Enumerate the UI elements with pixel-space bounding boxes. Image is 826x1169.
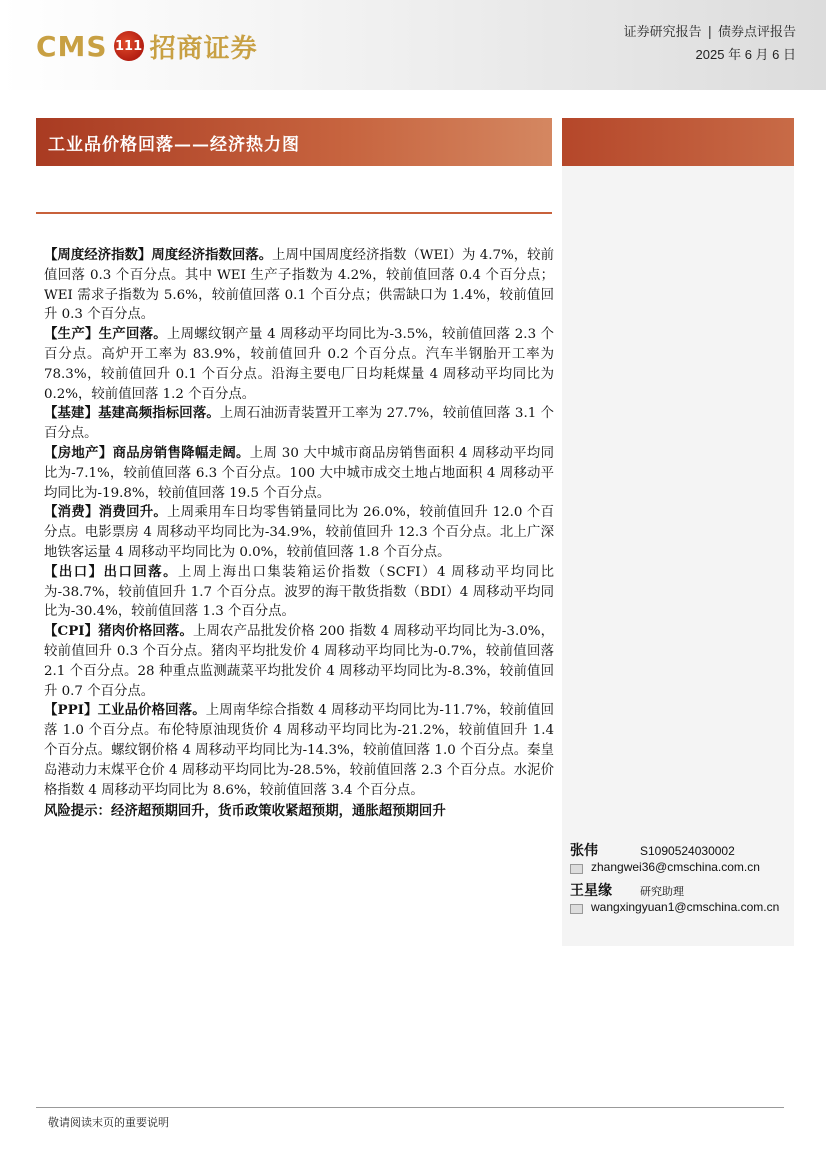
analyst-role: 研究助理 <box>640 885 684 898</box>
mail-icon <box>570 864 583 874</box>
paragraph-ppi <box>44 701 554 800</box>
paragraph-production <box>44 325 554 404</box>
footer-divider <box>36 1107 784 1108</box>
paragraph-infrastructure <box>44 404 554 444</box>
analyst-email[interactable]: zhangwei36@cmschina.com.cn <box>591 860 760 874</box>
mail-icon <box>570 904 583 914</box>
paragraph-text: 上周乘用车日均零售销量同比为 26.0%，较前值回升 12.0 个百分点。电影票房 4 周移动平均同比为-34.9%，较前值回升 12.3 个百分点。北上广深地铁客运量 4 周移动平均同比为 0.0%，较前值回落 1.8 个百分点。 <box>44 505 555 560</box>
logo-cn-text: 招商证券 <box>149 33 258 64</box>
paragraph-heading: 【出口】出口回落。 <box>44 563 179 580</box>
paragraph-heading: 【基建】基建高频指标回落。 <box>44 405 220 422</box>
analyst-name: 王星缘 <box>570 883 612 899</box>
paragraph-text: 上周农产品批发价格 200 指数 4 周移动平均同比为-3.0%，较前值回升 0.3 个百分点。猪肉平均批发价 4 周移动平均同比为-0.7%，较前值回落 2.1 个百分点。28 种重点监测蔬菜平均批发价 4 周移动平均同比为-8.3%，较前值回升 0.7 个百分点。 <box>44 624 554 699</box>
report-type: 证券研究报告 <box>623 25 702 40</box>
paragraph-heading: 【CPI】猪肉价格回落。 <box>44 623 193 640</box>
paragraph-heading: 【PPI】工业品价格回落。 <box>44 702 206 719</box>
report-date: 2025 年 6 月 6 日 <box>695 47 796 62</box>
risk-warning: 风险提示：经济超预期回升，货币政策收紧超预期，通胀超预期回升 <box>44 803 446 820</box>
paragraph-text: 上周上海出口集装箱运价指数（SCFI）4 周移动平均同比为-38.7%，较前值回升 1.7 个百分点。波罗的海干散货指数（BDI）4 周移动平均同比为-30.4%，较前值回落 1.3 个百分点。 <box>44 564 554 620</box>
paragraph-heading: 【消费】消费回升。 <box>44 504 168 521</box>
report-meta <box>624 22 796 66</box>
paragraph-wei <box>44 246 554 325</box>
paragraph-heading: 【周度经济指数】周度经济指数回落。 <box>44 247 273 263</box>
side-panel <box>562 166 794 946</box>
report-body <box>44 246 554 822</box>
logo-mark-icon: 111 <box>114 31 144 61</box>
analyst-block <box>570 840 790 920</box>
paragraph-cpi <box>44 622 554 701</box>
paragraph-heading: 【生产】生产回落。 <box>44 326 167 343</box>
meta-separator: | <box>707 25 712 40</box>
paragraph-text: 上周螺纹钢产量 4 周移动平均同比为-3.5%，较前值回落 2.3 个百分点。高炉开工率为 83.9%，较前值回升 0.2 个百分点。汽车半钢胎开工率为 78.3%，较前值回升 0.1 个百分点。沿海主要电厂日均耗煤量 4 周移动平均同比为 0.2%，较前值回落 1.2 个百分点。 <box>44 327 555 402</box>
analyst-cert-code: S1090524030002 <box>640 844 735 858</box>
paragraph-export <box>44 563 554 622</box>
paragraph-text: 上周石油沥青装置开工率为 27.7%，较前值回落 3.1 个百分点。 <box>44 406 555 442</box>
paragraph-text: 上周中国周度经济指数（WEI）为 4.7%，较前值回落 0.3 个百分点。其中 WEI 生产子指数为 4.2%，较前值回落 0.4 个百分点；WEI 需求子指数为 5.6%，较前值回落 0.1 个百分点；供需缺口为 1.4%，较前值回升 0.3 个百分点。 <box>44 248 554 323</box>
company-logo <box>36 24 258 68</box>
paragraph-real-estate <box>44 444 554 503</box>
report-subtype: 债券点评报告 <box>717 25 796 40</box>
report-title: 工业品价格回落——经济热力图 <box>48 134 300 155</box>
analyst-email-row <box>570 860 790 880</box>
logo-cms-text: CMS <box>36 29 108 63</box>
title-bar <box>36 118 552 166</box>
analyst-row <box>570 880 790 900</box>
paragraph-text: 上周 30 大中城市商品房销售面积 4 周移动平均同比为-7.1%，较前值回落 6.3 个百分点。100 大中城市成交土地占地面积 4 周移动平均同比为-19.8%，较前值回落 19.5 个百分点。 <box>44 445 554 501</box>
analyst-name: 张伟 <box>570 843 598 859</box>
paragraph-consumption <box>44 503 554 562</box>
paragraph-text: 上周南华综合指数 4 周移动平均同比为-11.7%，较前值回落 1.0 个百分点。布伦特原油现货价 4 周移动平均同比为-21.2%，较前值回升 1.4 个百分点。螺纹钢价格 4 周移动平均同比为-14.3%，较前值回落 1.0 个百分点。秦皇岛港动力末煤平仓价 4 周移动平均同比为-28.5%，较前值回落 2.3 个百分点。水泥价格指数 4 周移动平均同比为 8.6%，较前值回落 3.4 个百分点。 <box>44 703 554 798</box>
analyst-row <box>570 840 790 860</box>
analyst-email-row <box>570 900 790 920</box>
title-divider <box>36 212 552 214</box>
footer-notice: 敬请阅读末页的重要说明 <box>48 1116 169 1129</box>
paragraph-heading: 【房地产】商品房销售降幅走阔。 <box>44 444 250 461</box>
side-header-bar <box>562 118 794 166</box>
analyst-email[interactable]: wangxingyuan1@cmschina.com.cn <box>591 900 780 914</box>
